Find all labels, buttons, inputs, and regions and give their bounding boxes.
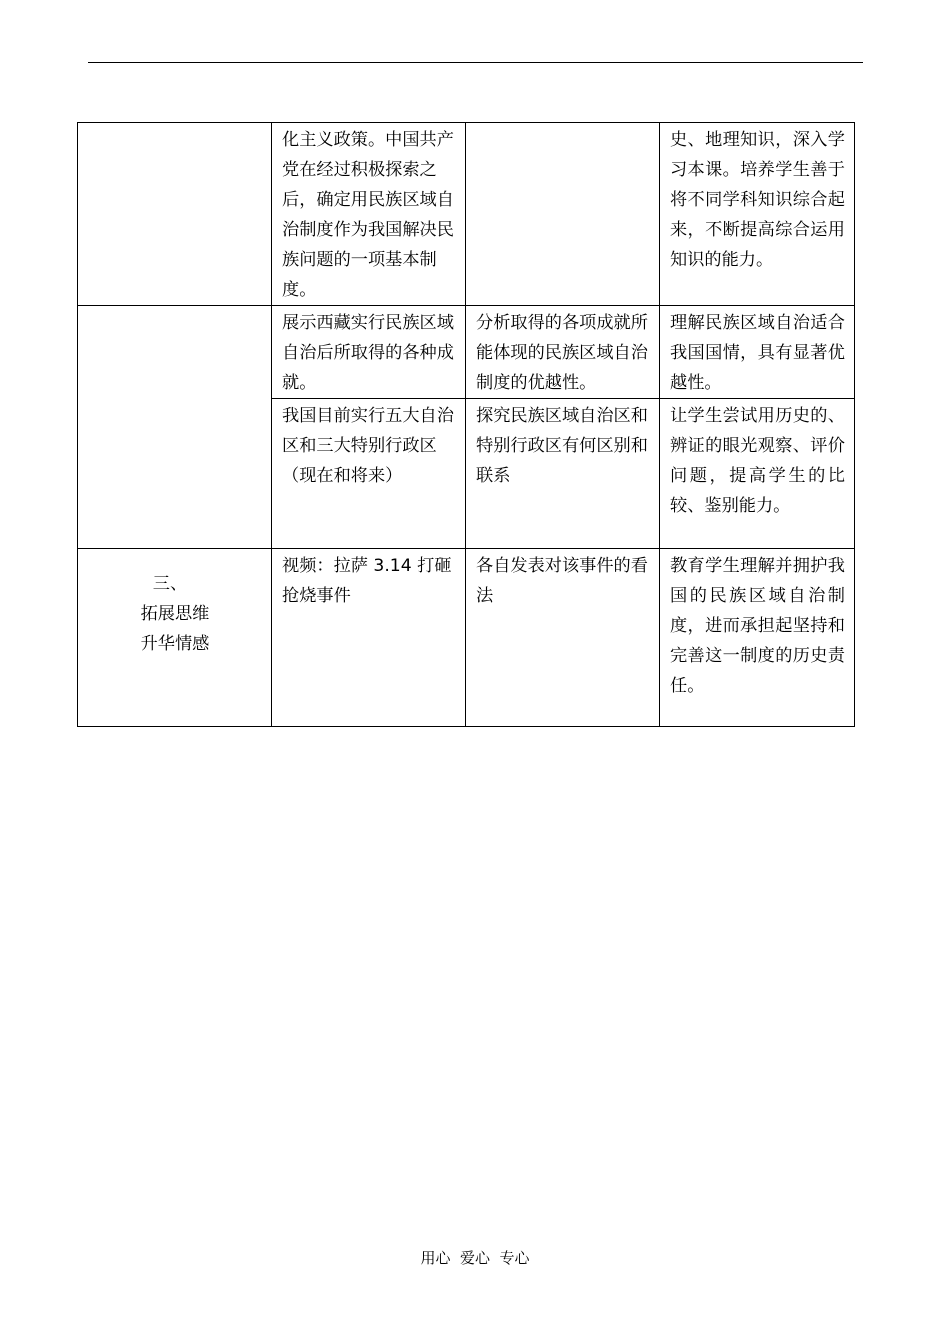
header-rule: [88, 62, 863, 63]
activity-cell: 分析取得的各项成就所能体现的民族区域自治制度的优越性。: [466, 306, 660, 399]
activity-cell: 探究民族区域自治区和特别行政区有何区别和联系: [466, 399, 660, 549]
stage-cell: [78, 549, 272, 727]
stage-title-line1: 拓展思维: [140, 604, 210, 624]
table-row: [78, 123, 855, 306]
table-row: [78, 306, 855, 399]
goal-cell: 理解民族区域自治适合我国国情，具有显著优越性。: [660, 306, 855, 399]
stage-number: 三、: [152, 574, 188, 594]
content-cell: 展示西藏实行民族区域自治后所取得的各种成就。: [272, 306, 466, 399]
stage-cell: [78, 306, 272, 549]
activity-cell: 各自发表对该事件的看法: [466, 549, 660, 727]
activity-cell: [466, 123, 660, 306]
content-cell: 我国目前实行五大自治区和三大特别行政区（现在和将来）: [272, 399, 466, 549]
lesson-plan-table: [77, 122, 855, 727]
content-cell: 化主义政策。中国共产党在经过积极探索之后，确定用民族区域自治制度作为我国解决民族问题的一项基本制度。: [272, 123, 466, 306]
page-footer: 用心 爱心 专心: [420, 1249, 530, 1267]
content-cell: 视频：拉萨 3.14 打砸抢烧事件: [272, 549, 466, 727]
stage-cell: [78, 123, 272, 306]
table-row: [78, 549, 855, 727]
stage-title-line2: 升华情感: [140, 634, 210, 654]
goal-cell: 让学生尝试用历史的、辨证的眼光观察、评价问题，提高学生的比较、鉴别能力。: [660, 399, 855, 549]
goal-cell: 教育学生理解并拥护我国的民族区域自治制度，进而承担起坚持和完善这一制度的历史责任。: [660, 549, 855, 727]
goal-cell: 史、地理知识，深入学习本课。培养学生善于将不同学科知识综合起来，不断提高综合运用知识的能力。: [660, 123, 855, 306]
